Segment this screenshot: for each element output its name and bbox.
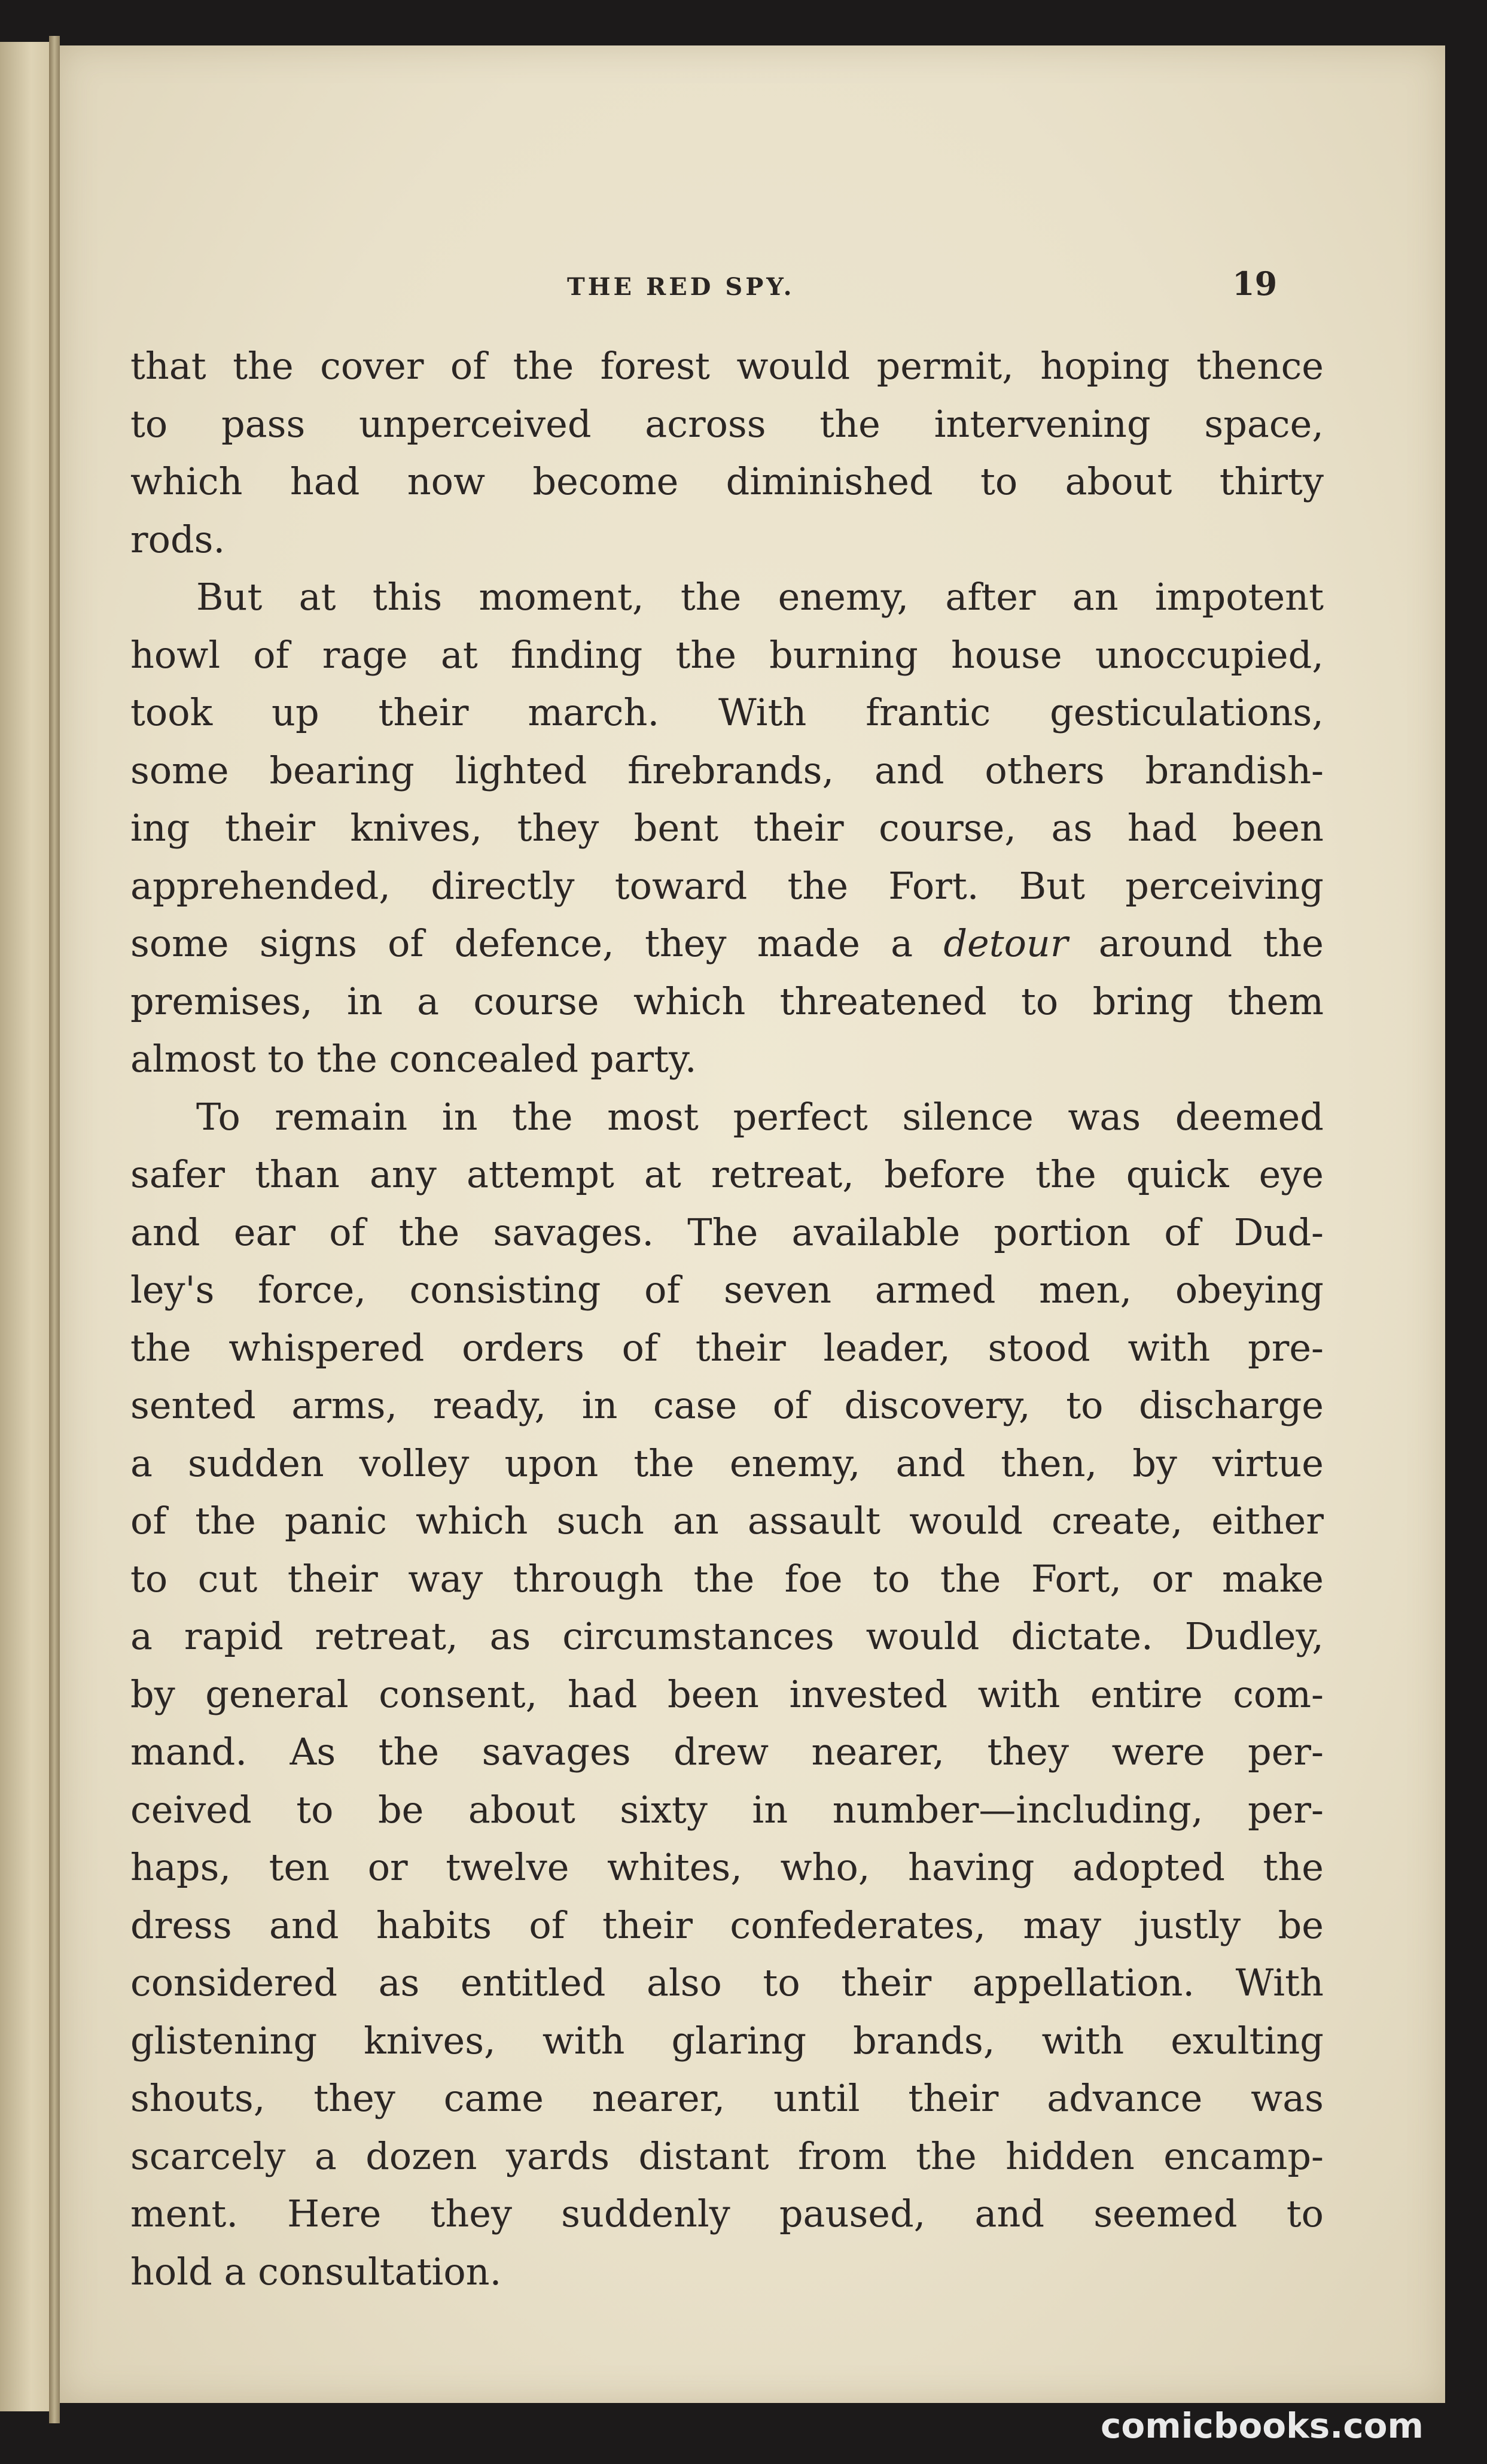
text-line: glistening knives, with glaring brands, with exulting <box>130 2018 1324 2063</box>
page-number: 19 <box>1232 264 1278 303</box>
text-line: rods. <box>130 517 226 561</box>
text-line: took up their march. With frantic gesticulations, <box>130 690 1324 734</box>
text-line: haps, ten or twelve whites, who, having adopted the <box>130 1845 1324 1889</box>
page <box>60 45 1445 2403</box>
text-line: almost to the concealed party. <box>130 1037 697 1081</box>
text-line: apprehended, directly toward the Fort. But perceiving <box>130 863 1324 908</box>
page-header <box>60 264 1445 315</box>
italic-word: detour <box>943 921 1068 965</box>
text-line: by general consent, had been invested with entire com- <box>130 1672 1324 1716</box>
text-line: sented arms, ready, in case of discovery, to discharge <box>130 1383 1324 1427</box>
text-line: howl of rage at finding the burning house unoccupied, <box>130 632 1324 677</box>
text-line: But at this moment, the enemy, after an impotent <box>196 575 1324 619</box>
text-line: to pass unperceived across the intervening space, <box>130 401 1324 446</box>
text-line: that the cover of the forest would permit, hoping thence <box>130 344 1324 388</box>
text-line: hold a consultation. <box>130 2249 502 2293</box>
text-line: To remain in the most perfect silence was deemed <box>196 1094 1324 1139</box>
text-line: some signs of defence, they made a detour around the <box>130 921 1324 965</box>
text-line: of the panic which such an assault would create, either <box>130 1499 1324 1543</box>
text-line: some bearing lighted firebrands, and others brandish- <box>130 748 1324 792</box>
body-text <box>130 337 1324 2301</box>
text-line: the whispered orders of their leader, stood with pre- <box>130 1325 1324 1370</box>
text-line: mand. As the savages drew nearer, they were per- <box>130 1730 1324 1774</box>
text-line: to cut their way through the foe to the Fort, or make <box>130 1556 1324 1601</box>
text-line: scarcely a dozen yards distant from the hidden encamp- <box>130 2134 1324 2178</box>
text-line: safer than any attempt at retreat, before the quick eye <box>130 1152 1324 1196</box>
text-line: a rapid retreat, as circumstances would dictate. Dudley, <box>130 1614 1324 1658</box>
text-line: a sudden volley upon the enemy, and then, by virtue <box>130 1441 1324 1485</box>
text-line: considered as entitled also to their appellation. With <box>130 1961 1324 2004</box>
running-title: THE RED SPY. <box>567 273 795 301</box>
text-line: ing their knives, they bent their course, as had been <box>130 806 1324 850</box>
text-line: which had now become diminished to about thirty <box>130 460 1324 503</box>
text-line: ceived to be about sixty in number—including, per- <box>130 1787 1324 1832</box>
text-line: ment. Here they suddenly paused, and seemed to <box>130 2192 1324 2235</box>
book-spine <box>49 36 60 2423</box>
text-line: shouts, they came nearer, until their advance was <box>130 2076 1324 2120</box>
text-line: premises, in a course which threatened to bring them <box>130 979 1324 1023</box>
text-line: ley's force, consisting of seven armed men, obeying <box>130 1268 1324 1312</box>
facing-page-edge <box>0 42 57 2411</box>
text-line: dress and habits of their confederates, may justly be <box>130 1903 1324 1947</box>
text-line: and ear of the savages. The available portion of Dud- <box>130 1210 1324 1254</box>
watermark: comicbooks.com <box>1101 2405 1424 2446</box>
